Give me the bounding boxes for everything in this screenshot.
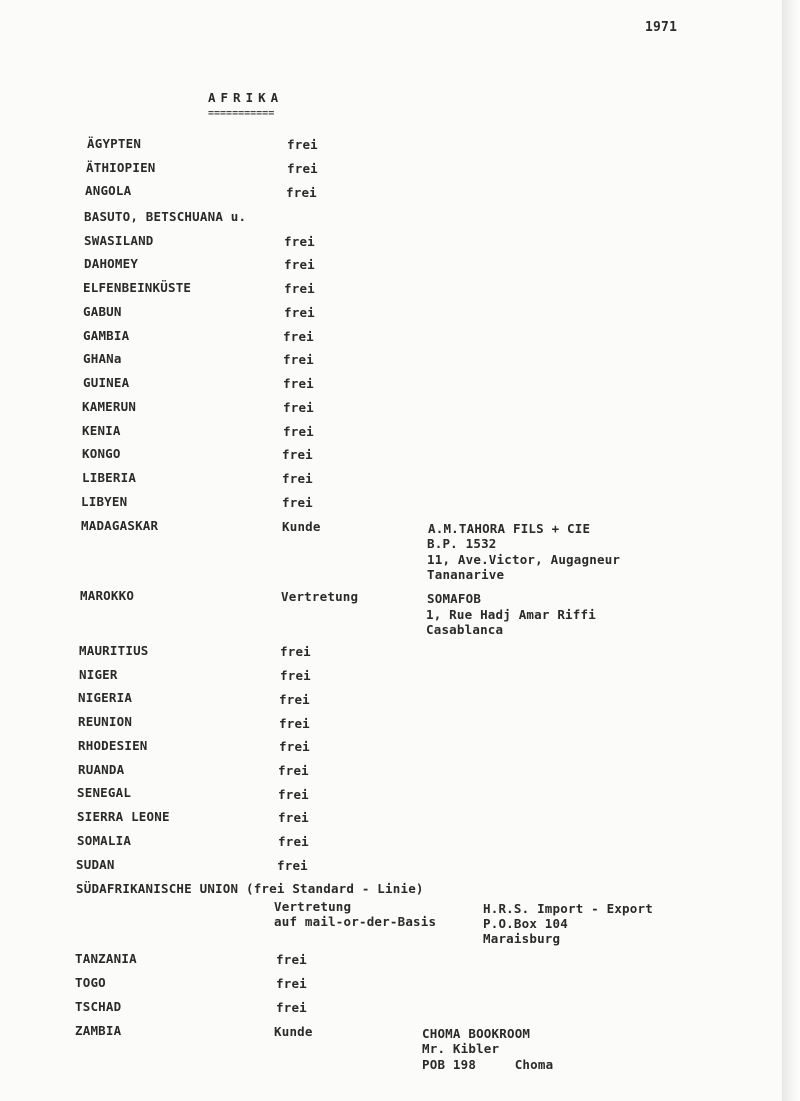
country-name: KAMERUN	[82, 399, 137, 414]
country-name: KONGO	[82, 446, 121, 461]
year: 1971	[645, 20, 678, 35]
status-text: frei	[278, 810, 309, 825]
status-text: Kunde	[274, 1024, 313, 1039]
country-name: ZAMBIA	[75, 1023, 122, 1038]
country-name: SUDAN	[76, 857, 115, 872]
address-line: Mr. Kibler	[422, 1041, 500, 1056]
status-text: frei	[283, 329, 314, 344]
status-text: frei	[284, 257, 315, 272]
country-name: MADAGASKAR	[81, 518, 159, 533]
country-name: TOGO	[75, 975, 106, 990]
address-line: P.O.Box 104	[483, 916, 568, 931]
country-name: MAURITIUS	[79, 643, 149, 658]
status-text: frei	[283, 376, 314, 391]
country-name: ÄGYPTEN	[87, 136, 142, 151]
country-name: SWASILAND	[84, 233, 154, 248]
address-line: A.M.TAHORA FILS + CIE	[428, 521, 591, 536]
country-name: ANGOLA	[85, 183, 132, 198]
country-name: RHODESIEN	[78, 738, 148, 753]
status-text: frei	[283, 424, 314, 439]
country-name: RUANDA	[78, 762, 125, 777]
country-name: NIGER	[79, 667, 118, 682]
status-text: frei	[278, 834, 309, 849]
status-text: frei	[287, 137, 318, 152]
status-text: auf mail-or-der-Basis	[274, 914, 437, 929]
status-text: frei	[278, 763, 309, 778]
status-text: frei	[284, 281, 315, 296]
country-name: TANZANIA	[75, 951, 137, 966]
status-text: Vertretung	[274, 899, 352, 914]
country-name: TSCHAD	[75, 999, 122, 1014]
country-name: REUNION	[78, 714, 133, 729]
status-text: frei	[282, 447, 313, 462]
address-line: H.R.S. Import - Export	[483, 901, 653, 916]
status-text: frei	[276, 952, 307, 967]
status-text: frei	[284, 234, 315, 249]
title-underline: ===========	[208, 108, 275, 119]
address-line: POB 198 Choma	[422, 1057, 554, 1072]
country-name: BASUTO, BETSCHUANA u.	[84, 209, 247, 224]
country-name: GUINEA	[83, 375, 130, 390]
status-text: frei	[287, 161, 318, 176]
country-name: ELFENBEINKÜSTE	[83, 280, 192, 295]
country-name: MAROKKO	[80, 588, 135, 603]
country-name: LIBYEN	[81, 494, 128, 509]
status-text: frei	[280, 668, 311, 683]
status-text: frei	[284, 305, 315, 320]
country-name: SENEGAL	[77, 785, 132, 800]
address-line: 1, Rue Hadj Amar Riffi	[426, 607, 596, 622]
address-line: 11, Ave.Victor, Augagneur	[427, 552, 621, 567]
status-text: Kunde	[282, 519, 321, 534]
country-name: NIGERIA	[78, 690, 133, 705]
status-text: Vertretung	[281, 589, 359, 604]
country-name: SOMALIA	[77, 833, 132, 848]
status-text: frei	[277, 858, 308, 873]
status-text: frei	[276, 1000, 307, 1015]
status-text: frei	[276, 976, 307, 991]
page-title: AFRIKA	[208, 90, 284, 105]
country-name: DAHOMEY	[84, 256, 139, 271]
status-text: frei	[278, 787, 309, 802]
address-line: Tananarive	[427, 567, 505, 582]
country-name: KENIA	[82, 423, 121, 438]
country-name: SIERRA LEONE	[77, 809, 170, 824]
status-text: frei	[283, 400, 314, 415]
country-name: ÄTHIOPIEN	[86, 160, 156, 175]
country-name: GAMBIA	[83, 328, 130, 343]
status-text: frei	[279, 739, 310, 754]
status-text: frei	[283, 352, 314, 367]
country-name: GABUN	[83, 304, 122, 319]
page-edge	[782, 0, 800, 1101]
address-line: Maraisburg	[483, 931, 561, 946]
address-line: B.P. 1532	[427, 536, 497, 551]
status-text: frei	[279, 692, 310, 707]
status-text: frei	[280, 644, 311, 659]
address-line: SOMAFOB	[427, 591, 482, 606]
address-line: CHOMA BOOKROOM	[422, 1026, 531, 1041]
status-text: frei	[279, 716, 310, 731]
country-name: LIBERIA	[82, 470, 137, 485]
country-name: GHANa	[83, 351, 122, 366]
status-text: frei	[286, 185, 317, 200]
status-text: frei	[282, 471, 313, 486]
country-name: SÜDAFRIKANISCHE UNION (frei Standard - Linie)	[76, 881, 424, 896]
status-text: frei	[282, 495, 313, 510]
address-line: Casablanca	[426, 622, 504, 637]
